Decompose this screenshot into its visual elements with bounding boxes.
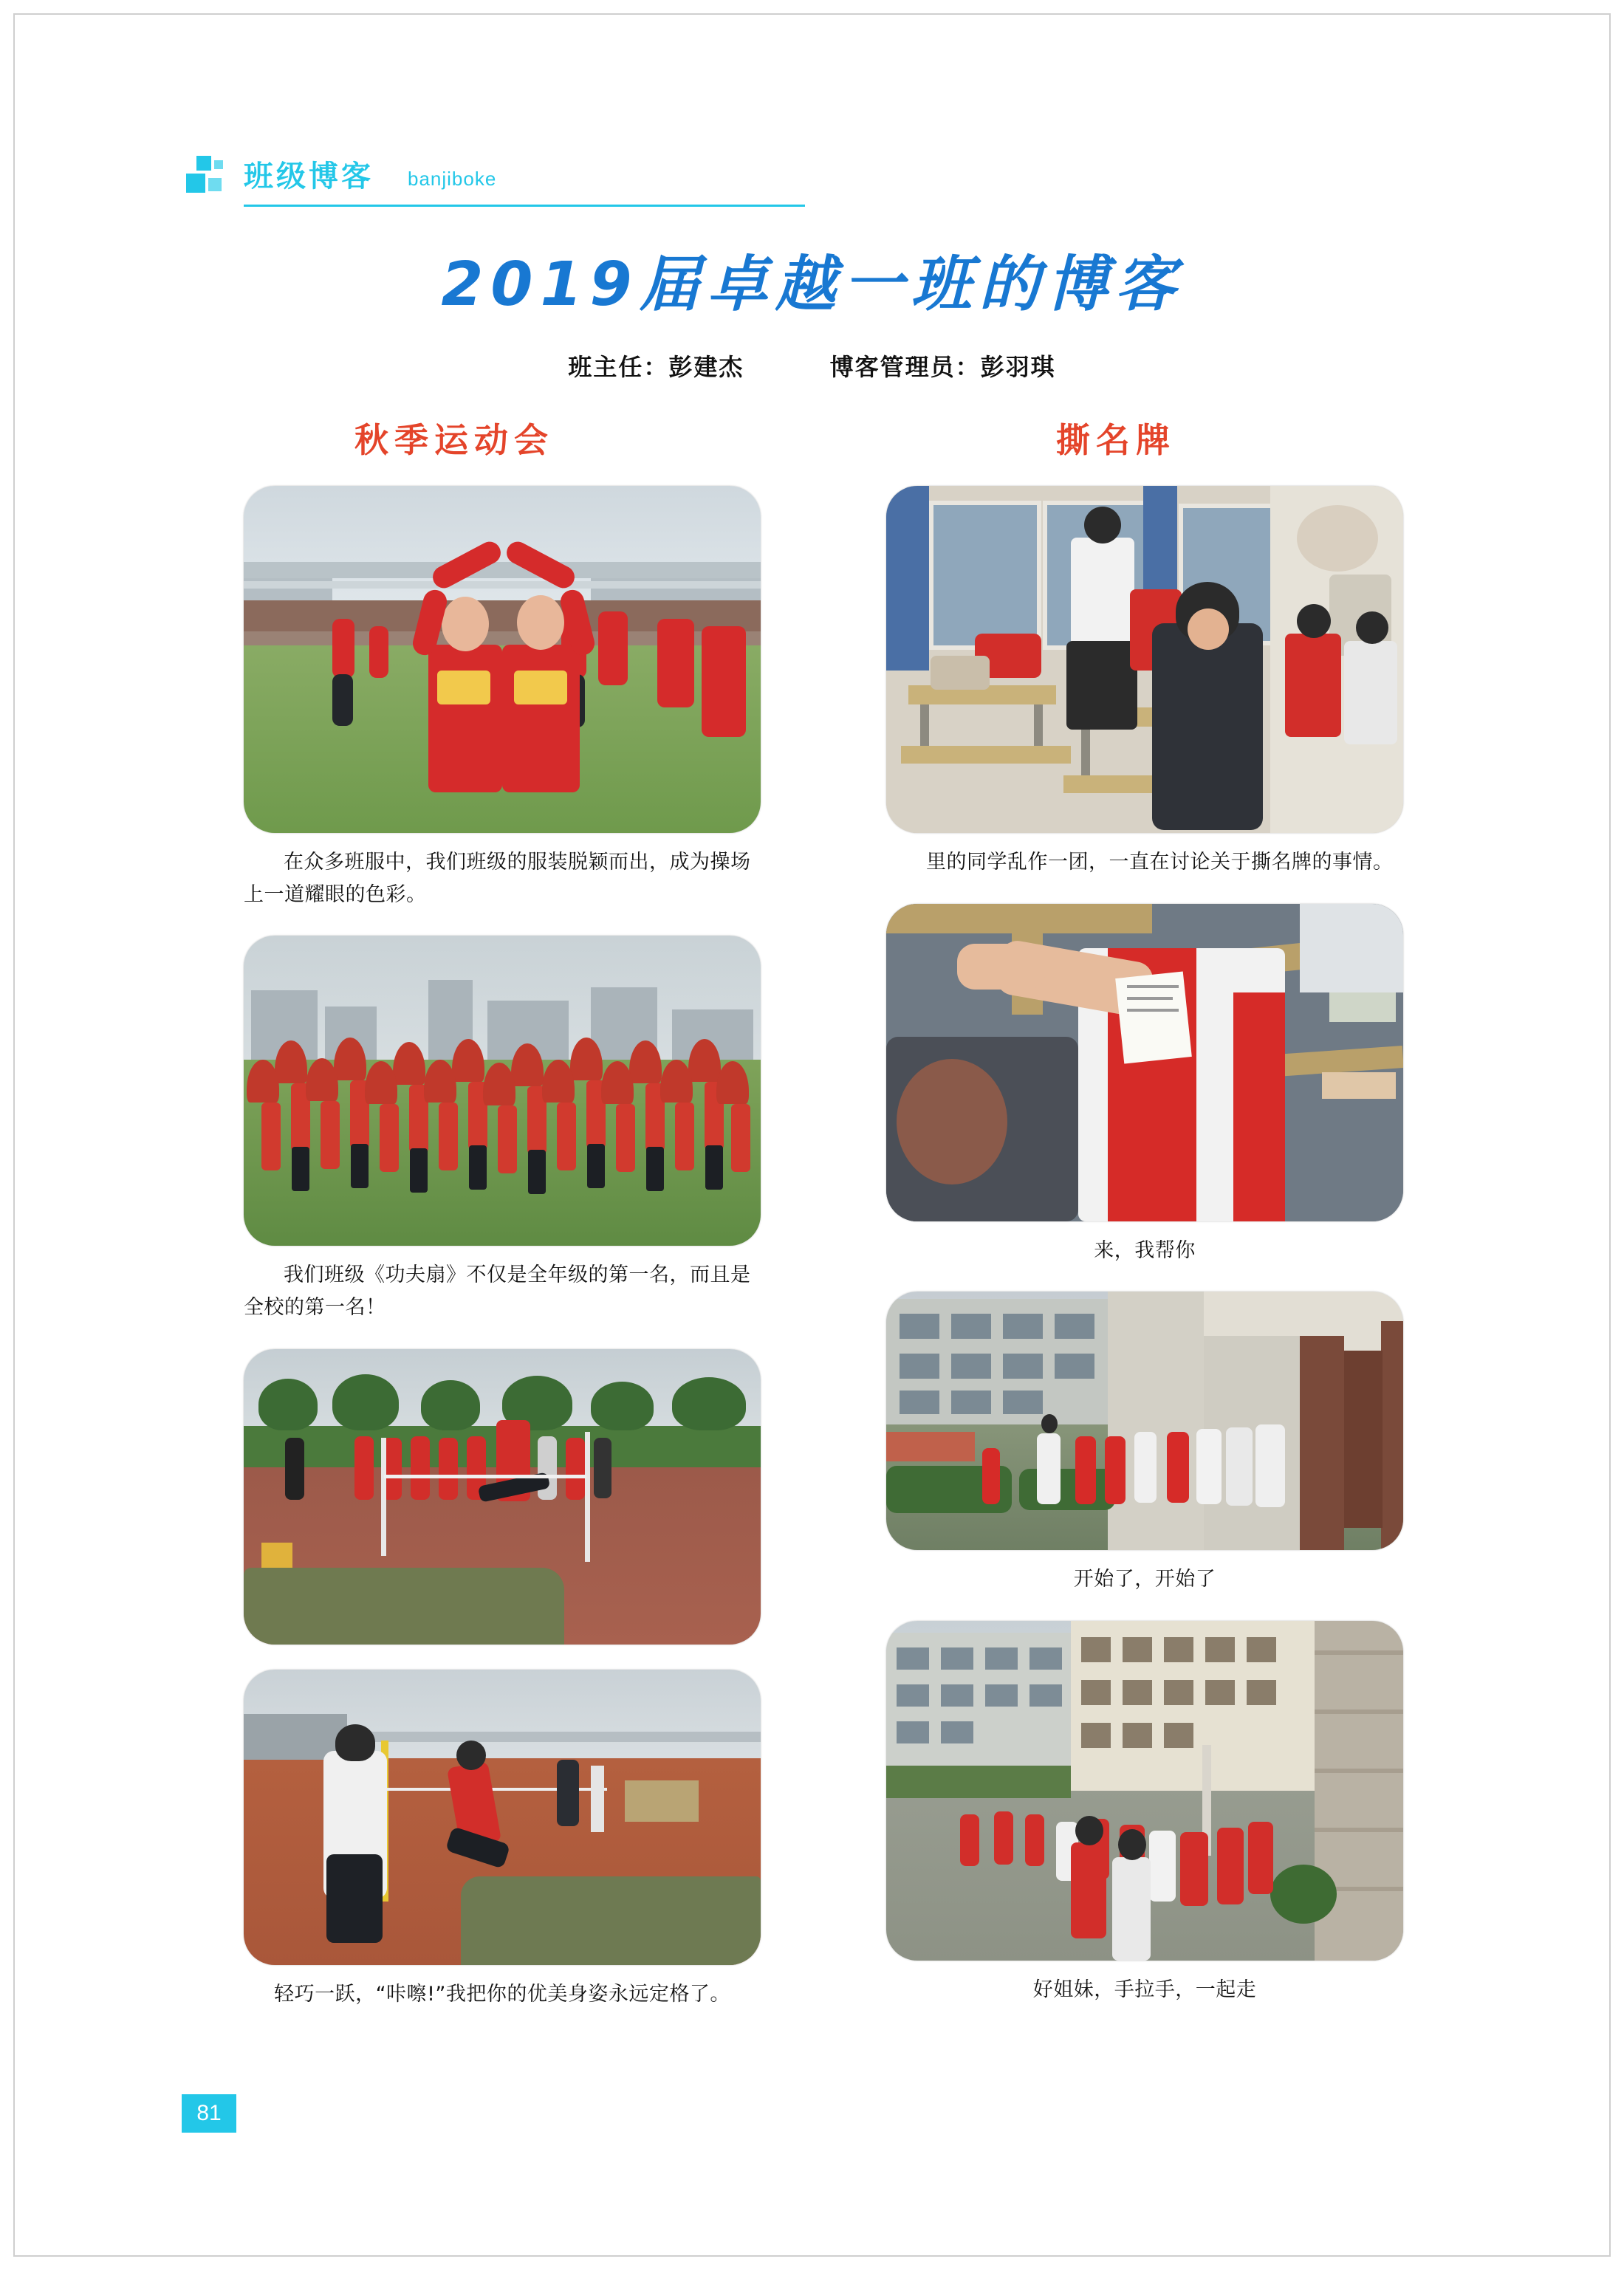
article-block [244, 1349, 761, 1645]
right-column-heading: 撕名牌 [1056, 420, 1176, 460]
byline [0, 349, 1624, 383]
photo-caption: 好姐妹，手拉手，一起走 [1032, 1978, 1257, 2002]
photo-heart-pose [244, 486, 761, 833]
page-number: 81 [182, 2094, 236, 2133]
header-underline [244, 205, 805, 207]
photo-caption: 在众多班服中，我们班级的服装脱颖而出，成为操场上一道耀眼的色彩。 [244, 851, 751, 906]
page-header [186, 151, 806, 210]
article-block [244, 936, 761, 1323]
article-block [886, 1292, 1403, 1596]
photo-classroom-discussion [886, 486, 1403, 833]
photo-caption: 轻巧一跃，“咔嚓!”我把你的优美身姿永远定格了。 [274, 1982, 730, 2006]
article-block [244, 486, 761, 911]
article-block [886, 486, 1403, 879]
photo-caption: 里的同学乱作一团，一直在讨论关于撕名牌的事情。 [926, 851, 1394, 874]
byline-teacher: 班主任：彭建杰 [568, 353, 744, 381]
photo-corridor-start [886, 1292, 1403, 1550]
header-pinyin: banjiboke [408, 168, 497, 190]
photo-caption: 开始了，开始了 [1073, 1568, 1216, 1591]
article-block [244, 1670, 761, 2011]
photo-high-jump-close [244, 1670, 761, 1965]
photo-high-jump-wide [244, 1349, 761, 1645]
photo-playground-group [886, 1621, 1403, 1961]
article-block [886, 1621, 1403, 2006]
photo-name-tag-help [886, 904, 1403, 1221]
right-column [886, 414, 1403, 2031]
squares-logo-icon [186, 156, 232, 202]
header-title: 班级博客 [244, 160, 374, 193]
photo-caption: 来，我帮你 [1094, 1238, 1196, 1262]
page-title: 2019届卓越一班的博客 [441, 250, 1183, 320]
article-block [886, 904, 1403, 1267]
photo-kungfu-fan [244, 936, 761, 1246]
byline-admin: 博客管理员：彭羽琪 [829, 353, 1056, 381]
left-column-heading: 秋季运动会 [354, 420, 554, 460]
left-column [244, 414, 761, 2036]
photo-caption: 我们班级《功夫扇》不仅是全年级的第一名，而且是全校的第一名！ [244, 1263, 751, 1320]
